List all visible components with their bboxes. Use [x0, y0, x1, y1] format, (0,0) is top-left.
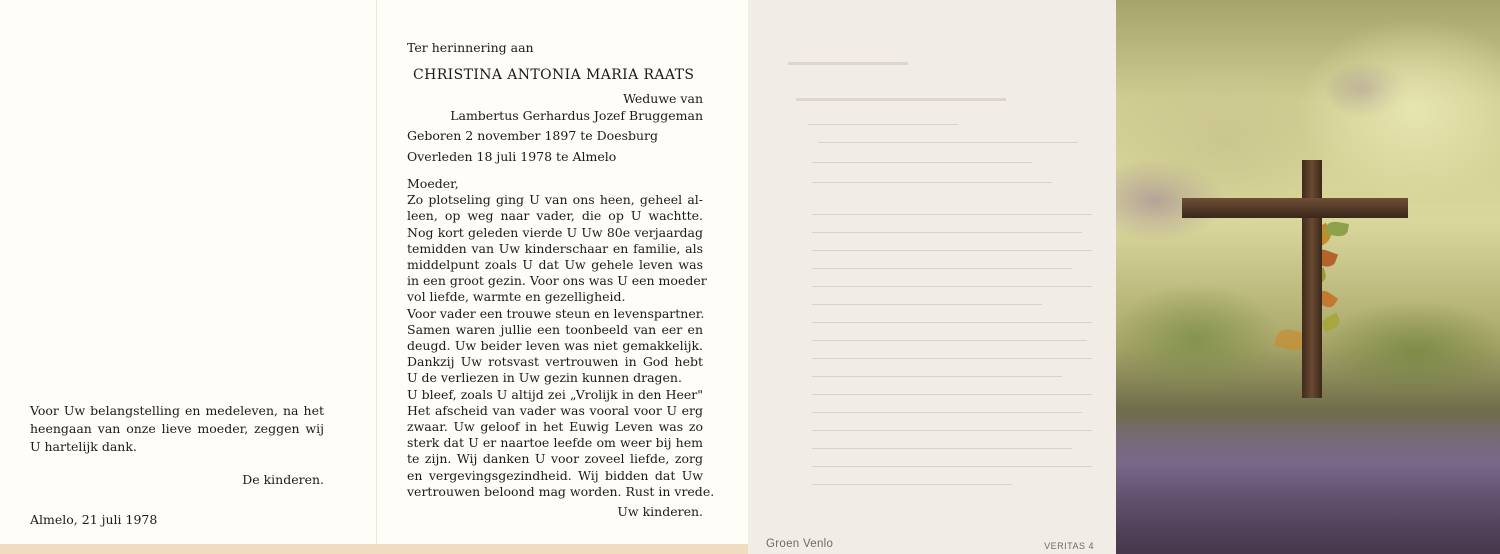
back-cover: [748, 0, 1116, 554]
page-edge-strip: [0, 544, 748, 554]
verse-line: U de verliezen in Uw gezin kunnen dragen.: [407, 370, 682, 386]
verse-line: U bleef, zoals U altijd zei „Vrolijk in den Heer": [407, 386, 703, 402]
verse-line: Voor vader een trouwe steun en levenspartner.: [407, 305, 705, 321]
verse-line: Dankzij Uw rotsvast vertrouwen in God hebt: [407, 354, 703, 370]
show-through-line: [812, 182, 1052, 183]
cross-icon: [1302, 160, 1322, 398]
show-through-line: [812, 304, 1042, 305]
widow-of: Weduwe van: [623, 91, 703, 106]
show-through-line: [812, 430, 1092, 431]
verse-line: zwaar. Uw geloof in het Euwig Leven was zo: [407, 419, 703, 435]
show-through-line: [812, 286, 1092, 287]
death-line: Overleden 18 juli 1978 te Almelo: [407, 149, 617, 164]
memorial-page: [376, 0, 749, 554]
spouse-name: Lambertus Gerhardus Jozef Bruggeman: [450, 108, 703, 123]
memorial-signature: Uw kinderen.: [617, 504, 703, 519]
thanks-signature: De kinderen.: [242, 472, 324, 487]
show-through-line: [812, 394, 1092, 395]
verse-line: en vergevingsgezindheid. Wij bidden dat Uw: [407, 467, 703, 483]
verse-line: Het afscheid van vader was vooral voor U erg: [407, 402, 703, 418]
verse-line: leen, op weg naar vader, die op U wachtte.: [407, 208, 703, 224]
thanks-page: [0, 0, 376, 554]
verse-line: vertrouwen beloond mag worden. Rust in vrede.: [407, 483, 715, 499]
show-through-line: [812, 250, 1092, 251]
show-through-line: [812, 376, 1062, 377]
verse-line: temidden van Uw kinderschaar en familie, als: [407, 240, 703, 256]
verse-line: Moeder,: [407, 176, 459, 191]
show-through-line: [812, 484, 1012, 485]
show-through-line: [812, 268, 1072, 269]
verse-line: middelpunt zoals U dat Uw gehele leven was: [407, 257, 703, 273]
show-through-line: [808, 124, 958, 125]
show-through-line: [812, 466, 1092, 467]
birth-line: Geboren 2 november 1897 te Doesburg: [407, 128, 659, 143]
memorial-intro: Ter herinnering aan: [407, 40, 534, 55]
verse-line: in een groot gezin. Voor ons was U een moeder: [407, 273, 707, 289]
show-through-line: [788, 62, 908, 65]
verse-line: sterk dat U er naartoe leefde om weer bij hem: [407, 435, 703, 451]
printer-name: Groen Venlo: [766, 538, 834, 550]
verse-line: Zo plotseling ging U van ons heen, geheel al-: [407, 192, 703, 208]
verse-line: Samen waren jullie een toonbeeld van eer en: [407, 321, 703, 337]
place-date: Almelo, 21 juli 1978: [30, 512, 158, 527]
verse-line: te zijn. Wij danken U voor zoveel liefde, zorg: [407, 451, 703, 467]
show-through-line: [812, 448, 1072, 449]
show-through-line: [818, 142, 1078, 143]
cover-photo: [1116, 0, 1500, 554]
thanks-text: Voor Uw belangstelling en medeleven, na het heengaan van onze lieve moeder, zeggen wij U hartelijk dank.: [30, 403, 324, 454]
memorial-verse: [407, 176, 715, 500]
show-through-line: [812, 232, 1082, 233]
deceased-name: CHRISTINA ANTONIA MARIA RAATS: [413, 67, 695, 83]
show-through-line: [812, 358, 1092, 359]
verse-line: vol liefde, warmte en gezelligheid.: [407, 289, 626, 305]
show-through-line: [796, 98, 1006, 101]
show-through-line: [812, 214, 1092, 215]
show-through-line: [812, 322, 1092, 323]
show-through-line: [812, 340, 1087, 341]
verse-line: Nog kort geleden vierde U Uw 80e verjaardag: [407, 224, 703, 240]
card-series: VERITAS 4: [1044, 541, 1094, 551]
verse-line: deugd. Uw beider leven was niet gemakkelijk.: [407, 338, 703, 354]
show-through-line: [812, 412, 1082, 413]
cross-beam: [1182, 198, 1408, 218]
show-through-line: [812, 162, 1032, 163]
flower-bed: [1116, 414, 1500, 554]
